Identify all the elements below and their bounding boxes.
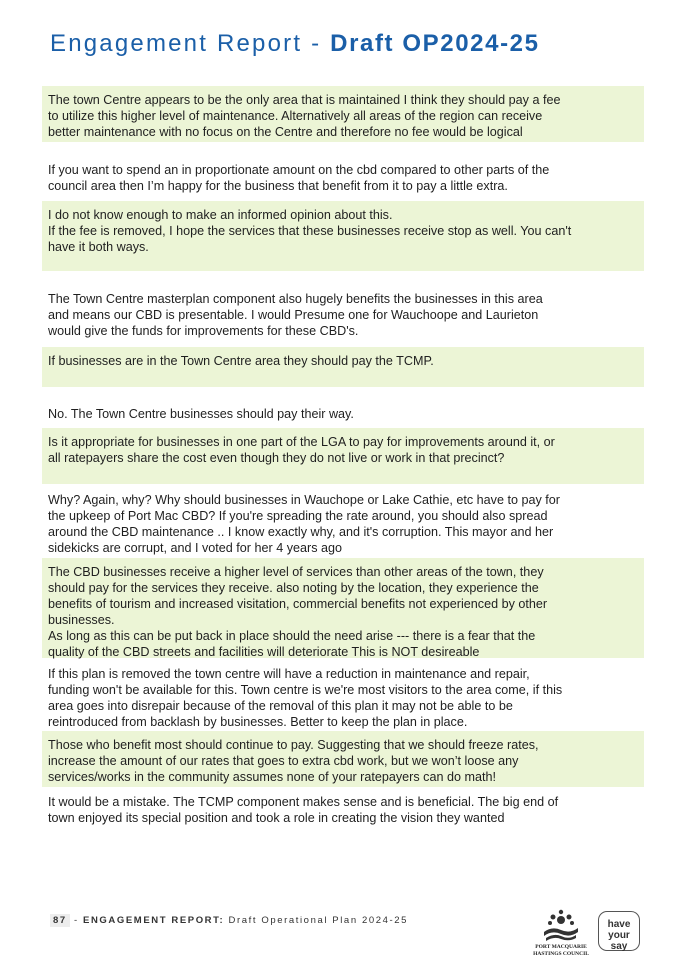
response-entry: Why? Again, why? Why should businesses in Wauchope or Lake Cathie, etc have to pay for the upkeep of Port Mac CBD? If you're spreading the rate around, you should also spread around the CBD maintenance .. I know exactly why, and it's corruption. This mayor and her sidekicks are corrupt, and I voted for her 4 years ago (48, 493, 560, 555)
council-logo (532, 908, 590, 958)
response-entry: The town Centre appears to be the only area that is maintained I think they should pay a fee to utilize this higher level of maintenance. Alternatively all areas of the region can receive better maintenance with no focus on the Centre and therefore no fee would be logical (42, 86, 644, 142)
page-footer (50, 915, 408, 926)
response-entry: If this plan is removed the town centre will have a reduction in maintenance and repair, funding won't be available for this. Town centre is we're most visitors to the area come, if this area goes into disrepair because of the removal of this plan it may not be able to be reintroduced from backlash by businesses. Better to keep the plan in place. (48, 667, 563, 729)
response-entry: I do not know enough to make an informed opinion about this. If the fee is removed, I hope the services that these businesses receive stop as well. You can't have it both ways. (42, 201, 644, 271)
response-entry: No. The Town Centre businesses should pay their way. (48, 407, 354, 421)
footer-label: ENGAGEMENT REPORT: (83, 915, 225, 926)
council-logo-icon (542, 908, 580, 942)
page-number: 87 (50, 914, 70, 927)
response-entry: The CBD businesses receive a higher level of services than other areas of the town, they should pay for the services they receive. also noting by the location, they experience the benefits of tourism and increased visitation, commercial benefits not experienced by other businesses. As long as this can be put back in place should the need arise --- there is a fear that the quality of the CBD streets and facilities will deteriorate This is NOT desireable (42, 558, 644, 658)
logo-line2: HASTINGS COUNCIL (533, 950, 589, 957)
title-draft: Draft OP2024-25 (330, 30, 540, 57)
response-entry: If you want to spend an in proportionate amount on the cbd compared to other parts of the council area then I’m happy for the business that benefit from it to pay a little extra. (48, 163, 550, 193)
footer-separator: - (69, 915, 84, 926)
response-entry: It would be a mistake. The TCMP component makes sense and is beneficial. The big end of town enjoyed its special position and took a role in creating the vision they wanted (48, 795, 559, 825)
council-logo-text (532, 944, 590, 957)
have-your-say-line2: your say (608, 930, 630, 952)
response-entry: The Town Centre masterplan component also hugely benefits the businesses in this area and means our CBD is presentable. I would Presume one for Wauchoope and Laurieton would give the funds for improvements for these CBD's. (48, 292, 543, 338)
page-title (50, 30, 540, 58)
have-your-say-line1: have (607, 919, 631, 930)
title-prefix: Engagement Report - (50, 30, 331, 57)
response-entry: If businesses are in the Town Centre area they should pay the TCMP. (42, 347, 644, 387)
footer-subtitle: Draft Operational Plan 2024-25 (224, 915, 409, 926)
have-your-say-badge (598, 911, 640, 951)
response-entry: Those who benefit most should continue to pay. Suggesting that we should freeze rates, increase the amount of our rates that goes to extra cbd work, but we won’t loose any services/works in the community assumes none of your ratepayers can do math! (42, 731, 644, 787)
response-entry: Is it appropriate for businesses in one part of the LGA to pay for improvements around it, or all ratepayers share the cost even though they do not live or work in that precinct? (42, 428, 644, 484)
logo-line1: PORT MACQUARIE (535, 944, 587, 950)
